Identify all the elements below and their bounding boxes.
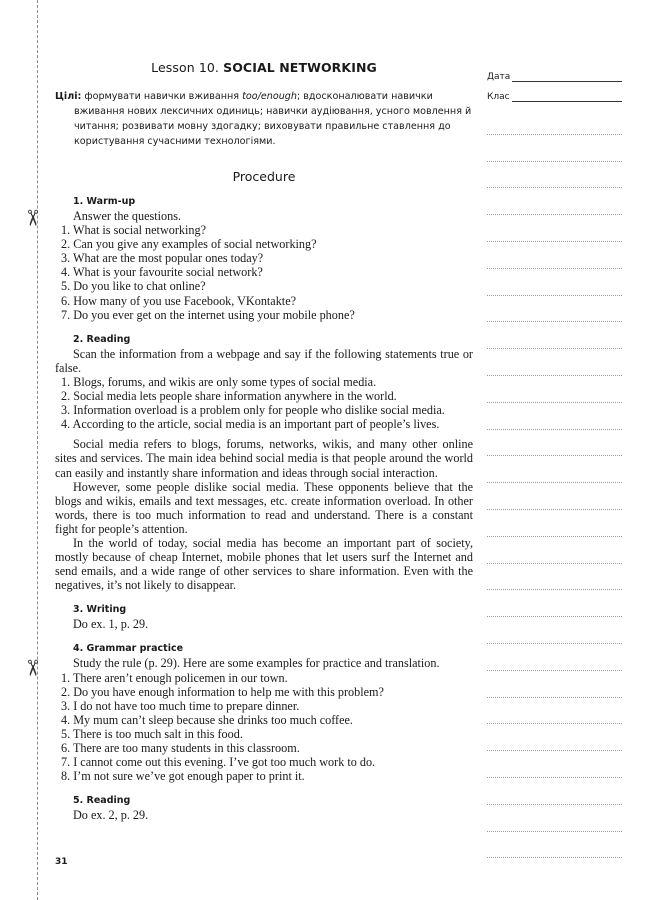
aims-text: формувати навички вживання too/enough; вдосконалювати навички вживання нових лексичних одиниць; навички аудіювання, усного мовлення й читання; розвивати мовну здогадку; виховувати правильне ставлення до користування сучасними технологіями. <box>74 91 472 147</box>
note-line <box>487 215 622 242</box>
note-line <box>487 242 622 269</box>
procedure-heading: Procedure <box>232 169 296 184</box>
note-line <box>487 296 622 323</box>
aims-label: Цілі: <box>55 91 82 102</box>
class-label: Клас <box>487 92 510 102</box>
note-line <box>487 778 622 805</box>
note-line <box>487 644 622 671</box>
section-instruction: Scan the information from a webpage and say if the following statements true or false. <box>55 346 473 375</box>
note-line <box>487 349 622 376</box>
note-line <box>487 537 622 564</box>
note-line <box>487 724 622 751</box>
list-item: 8. I’m not sure we’ve got enough paper to print it. <box>61 769 305 784</box>
list-item: 3. Information overload is a problem only for people who dislike social media. <box>61 403 445 418</box>
lesson-title <box>55 60 473 75</box>
section-heading: 2. Reading <box>73 333 131 345</box>
list-item: 3. What are the most popular ones today? <box>61 251 264 266</box>
lesson-aims <box>55 89 473 149</box>
section-heading: 3. Writing <box>73 604 127 616</box>
section-task: Do ex. 2, p. 29. <box>73 808 149 823</box>
question-list <box>55 223 473 322</box>
list-item: 5. Do you like to chat online? <box>61 279 206 294</box>
section-heading: 4. Grammar practice <box>73 643 184 655</box>
list-item: 6. How many of you use Facebook, VKontakte? <box>61 293 297 308</box>
note-line <box>487 751 622 778</box>
list-item: 3. I do not have too much time to prepare dinner. <box>61 698 300 713</box>
note-line <box>487 483 622 510</box>
note-line <box>487 805 622 832</box>
list-item: 2. Do you have enough information to help me with this problem? <box>61 684 384 699</box>
list-item: 5. There is too much salt in this food. <box>61 726 243 741</box>
section-heading: 1. Warm-up <box>73 196 136 207</box>
list-item: 2. Can you give any examples of social networking? <box>61 237 317 252</box>
reading-paragraph: Social media refers to blogs, forums, networks, wikis, and many other online sites and services. The main idea behind social media is that people around the world can easily and instantly share information and ideas through social interaction. <box>55 437 473 480</box>
reading-paragraph: In the world of today, social media has become an important part of society, mostly because of cheap Internet, mobile phones that let users surf the Internet and send emails, and a wide range of other services to share information. Even with the negatives, it’s not likely to disappear. <box>55 535 473 593</box>
reading-paragraph: However, some people dislike social media. These opponents believe that the blogs and wikis, emails and text messages, etc. create information overload. In other words, there is too much information to read and understand. There is a constant fight for people’s attention. <box>55 479 473 536</box>
date-field[interactable] <box>487 62 622 82</box>
note-line <box>487 617 622 644</box>
lesson-number: Lesson 10. <box>151 60 220 75</box>
note-line <box>487 162 622 189</box>
date-label: Дата <box>487 72 511 82</box>
list-item: 6. There are too many students in this classroom. <box>61 741 300 755</box>
note-line <box>487 456 622 483</box>
statement-list <box>55 375 473 431</box>
list-item: 1. Blogs, forums, and wikis are only some types of social media. <box>61 374 377 389</box>
list-item: 4. According to the article, social media is an important part of people’s lives. <box>61 417 440 432</box>
note-line <box>487 564 622 591</box>
list-item: 1. There aren’t enough policemen in our town. <box>61 670 288 685</box>
example-list <box>55 671 473 784</box>
note-line <box>487 510 622 537</box>
lesson-content <box>55 60 473 822</box>
list-item: 2. Social media lets people share information anywhere in the world. <box>61 389 397 404</box>
note-line <box>487 322 622 349</box>
notes-column[interactable] <box>487 108 622 858</box>
lesson-name: SOCIAL NETWORKING <box>223 60 377 75</box>
note-line <box>487 671 622 698</box>
note-line <box>487 590 622 617</box>
note-line <box>487 376 622 403</box>
note-line <box>487 430 622 457</box>
section-instruction: Study the rule (p. 29). Here are some examples for practice and translation. <box>73 656 440 671</box>
note-line <box>487 188 622 215</box>
note-line <box>487 403 622 430</box>
list-item: 7. I cannot come out this evening. I’ve got too much work to do. <box>61 755 376 770</box>
section-heading: 5. Reading <box>73 795 131 807</box>
section-instruction: Answer the questions. <box>73 209 181 223</box>
list-item: 4. My mum can’t sleep because she drinks too much coffee. <box>61 712 353 727</box>
note-line <box>487 698 622 725</box>
date-line <box>512 72 622 82</box>
scissors-icon: ✂ <box>19 658 45 678</box>
note-line <box>487 269 622 296</box>
scissors-icon: ✂ <box>19 208 45 228</box>
class-field[interactable] <box>487 82 622 102</box>
note-line <box>487 108 622 135</box>
page-number: 31 <box>55 857 68 867</box>
class-line <box>512 92 622 102</box>
list-item: 1. What is social networking? <box>61 223 206 238</box>
cut-line <box>37 0 38 900</box>
side-fields <box>487 62 622 102</box>
list-item: 4. What is your favourite social network? <box>61 265 263 280</box>
list-item: 7. Do you ever get on the internet using your mobile phone? <box>61 307 355 322</box>
note-line <box>487 135 622 162</box>
section-task: Do ex. 1, p. 29. <box>73 617 149 632</box>
note-line <box>487 832 622 859</box>
